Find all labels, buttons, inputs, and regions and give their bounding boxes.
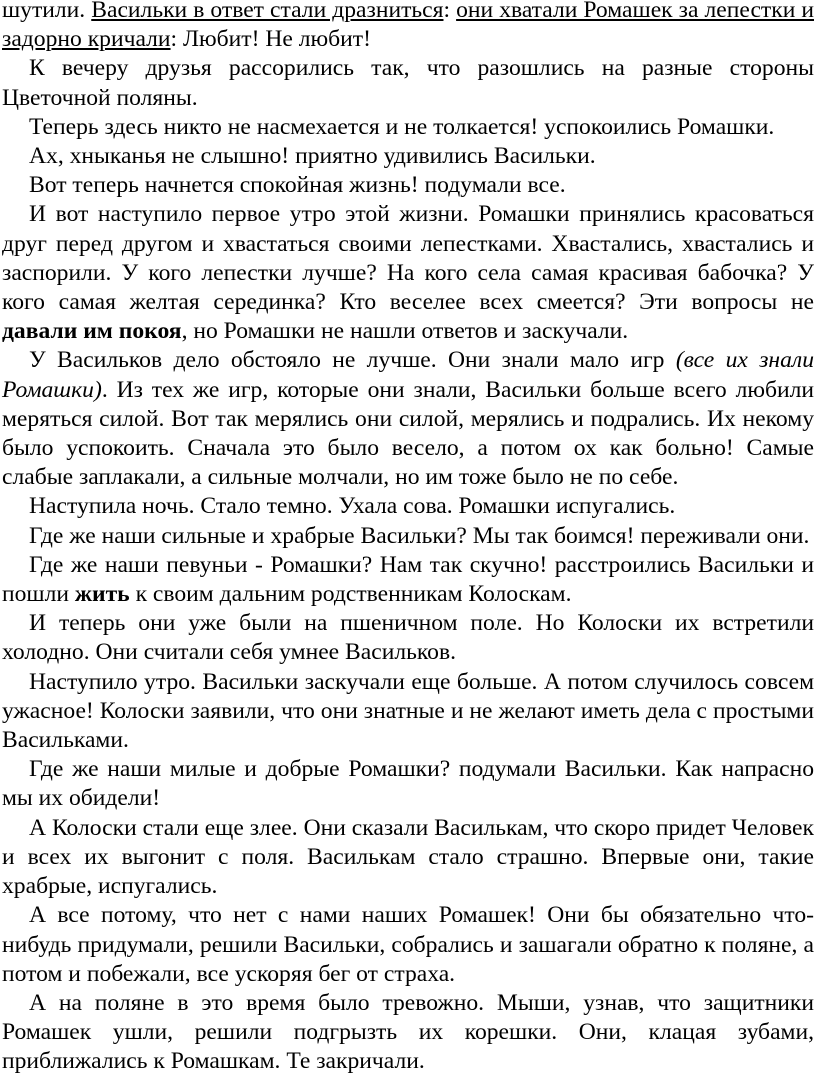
paragraph-text: Теперь здесь никто не насмехается и не толкается! успокоились Ромашки. bbox=[29, 113, 775, 140]
paragraph bbox=[2, 0, 814, 54]
paragraph-text: К вечеру друзья рассорились так, что разошлись на разные стороны Цветочной поляны. bbox=[2, 55, 814, 111]
paragraph-text: , но Ромашки не нашли ответов и заскучали. bbox=[181, 318, 629, 345]
paragraph-text: Где же наши сильные и храбрые Васильки? Мы так боимся! переживали они. bbox=[29, 522, 810, 549]
paragraph-text: Наступило утро. Васильки заскучали еще больше. А потом случилось совсем ужасное! Колоски заявили, что они знатные и не желают иметь дела с простыми Васильками. bbox=[2, 668, 814, 754]
paragraph-text: И вот наступило первое утро этой жизни. Ромашки принялись красоваться друг перед другом и хвастаться своими лепестками. Хвастались, хвастались и заспорили. У кого лепестки лучше? На кого села самая красивая бабочка? У кого самая желтая серединка? Кто веселее всех смеется? Эти вопросы не bbox=[2, 201, 814, 316]
paragraph-text: . Из тех же игр, которые они знали, Васильки больше всего любили меряться силой. Вот так мерялись они силой, мерялись и подрались. Их некому было успокоить. Сначала это было весело, а потом ох как больно! Самые слабые заплакали, а сильные молчали, но им тоже было не по себе. bbox=[2, 376, 814, 491]
underlined-text: они хватали Ромашек за лепестки и задорно кричали bbox=[2, 0, 814, 53]
paragraph bbox=[2, 346, 814, 492]
paragraph-text: У Васильков дело обстояло не лучше. Они знали мало игр bbox=[29, 347, 676, 374]
paragraph-text: шутили. bbox=[2, 0, 92, 23]
underlined-text: Васильки в ответ стали дразниться bbox=[91, 0, 444, 23]
paragraph-text: Наступила ночь. Стало темно. Ухала сова. Ромашки испугались. bbox=[29, 493, 676, 520]
bold-text: давали им покоя bbox=[2, 318, 182, 345]
paragraph bbox=[2, 551, 814, 609]
paragraph-text: И теперь они уже были на пшеничном поле. Но Колоски их встретили холодно. Они считали себя умнее Васильков. bbox=[2, 610, 814, 666]
paragraph bbox=[2, 200, 814, 346]
paragraph bbox=[2, 171, 814, 200]
paragraph bbox=[2, 755, 814, 813]
paragraph-text: А на поляне в это время было тревожно. Мыши, узнав, что защитники Ромашек ушли, решили подгрызть их корешки. Они, клацая зубами, приближались к Ромашкам. Те закричали. bbox=[2, 989, 814, 1075]
paragraph bbox=[2, 492, 814, 521]
paragraph bbox=[2, 113, 814, 142]
paragraph-text: А Колоски стали еще злее. Они сказали Василькам, что скоро придет Человек и всех их выгонит с поля. Василькам стало страшно. Впервые они, такие храбрые, испугались. bbox=[2, 814, 814, 900]
paragraph bbox=[2, 989, 814, 1077]
paragraph-text: А все потому, что нет с нами наших Ромашек! Они бы обязательно что-нибудь придумали, решили Васильки, собрались и зашагали обратно к поляне, а потом и побежали, все ускоряя бег от страха. bbox=[2, 902, 814, 987]
paragraph bbox=[2, 901, 814, 989]
paragraph bbox=[2, 668, 814, 756]
paragraph-text: к своим дальним родственникам Колоскам. bbox=[129, 581, 572, 608]
paragraph-text: : Любит! Не любит! bbox=[170, 26, 371, 53]
paragraph bbox=[2, 609, 814, 667]
paragraph-text: Где же наши милые и добрые Ромашки? подумали Васильки. Как напрасно мы их обидели! bbox=[2, 756, 814, 812]
bold-text: жить bbox=[74, 581, 130, 608]
italic-text: (все их знали Ромашки) bbox=[2, 347, 814, 403]
paragraph-text: Ах, хныканья не слышно! приятно удивились Васильки. bbox=[29, 143, 596, 170]
paragraph-text: Вот теперь начнется спокойная жизнь! подумали все. bbox=[29, 172, 566, 199]
paragraph-text: Где же наши певуньи - Ромашки? Нам так скучно! расстроились Васильки и пошли bbox=[2, 551, 814, 608]
paragraph bbox=[2, 814, 814, 902]
paragraph bbox=[2, 142, 814, 171]
paragraph bbox=[2, 522, 814, 551]
document-body bbox=[2, 0, 816, 1077]
paragraph bbox=[2, 54, 814, 112]
paragraph-text: : bbox=[443, 0, 457, 23]
